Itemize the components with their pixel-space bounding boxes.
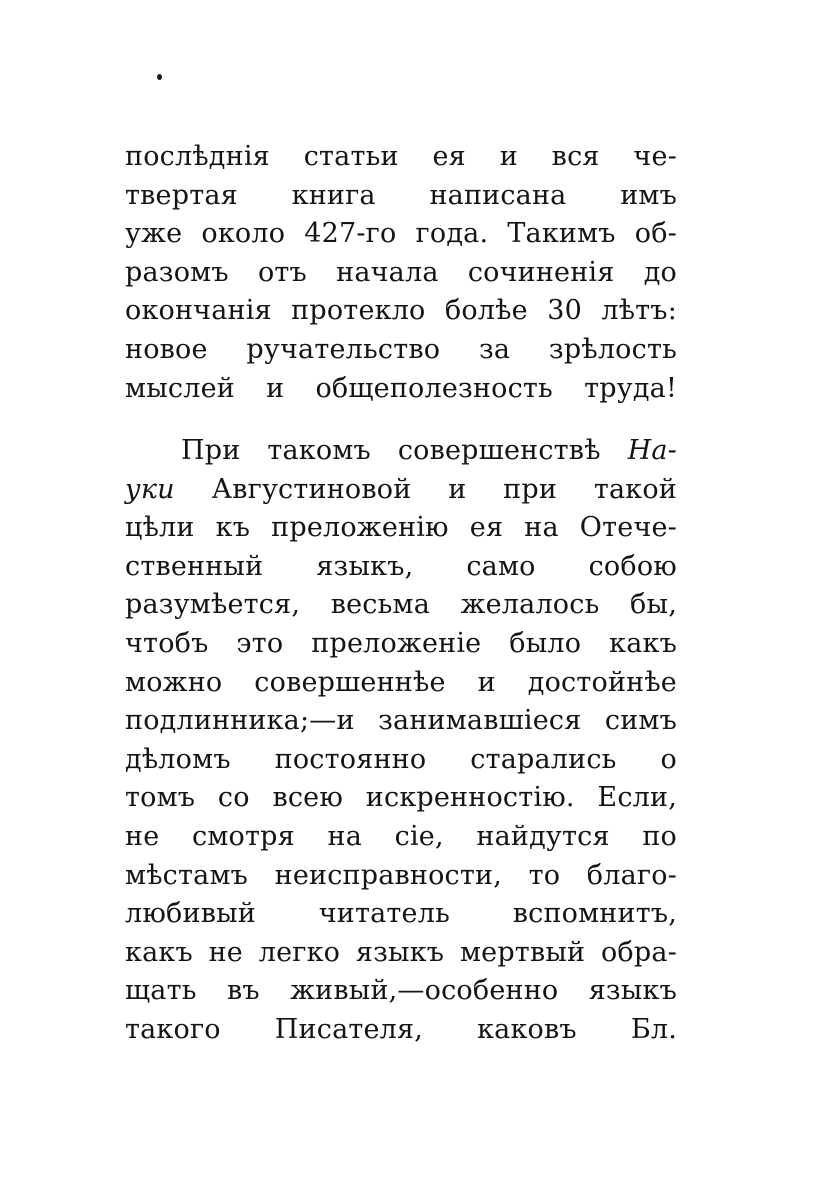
text-line: можно совершеннѣе и достойнѣе: [125, 666, 677, 698]
text-line: мыслей и общеполезность труда!: [125, 372, 677, 404]
text-line: не смотря на сіе, найдутся по: [125, 820, 677, 852]
paragraph-1: [125, 138, 677, 408]
text-run: При такомъ совершенствѣ: [181, 435, 628, 466]
text-line: новое ручательство за зрѣлость: [125, 333, 677, 365]
italic-title-fragment: уки: [125, 473, 175, 505]
text-line: подлинника;—и занимавшіеся симъ: [125, 705, 677, 737]
text-line: мѣстамъ неисправности, то благо-: [125, 859, 677, 891]
text-line: чтобъ это преложеніе было какъ: [125, 627, 677, 659]
text-line: твертая книга написана имъ: [125, 179, 677, 211]
text-line: любивый читатель вспомнитъ,: [125, 898, 677, 930]
ink-speck: [157, 74, 162, 80]
text-line: разумѣется, весьма желалось бы,: [125, 589, 677, 621]
text-line: цѣли къ преложенію ея на Отече-: [125, 512, 677, 544]
italic-title-fragment: На-: [627, 435, 677, 466]
text-line: такого Писателя, каковъ Бл.: [125, 1013, 677, 1045]
text-line: ственный языкъ, само собою: [125, 550, 677, 582]
text-line: щать въ живый,—особенно языкъ: [125, 975, 677, 1007]
text-line: томъ со всею искренностію. Если,: [125, 782, 677, 814]
text-line: дѣломъ постоянно старались о: [125, 743, 677, 775]
paragraph-2: [125, 432, 677, 1050]
text-line: какъ не легко языкъ мертвый обра-: [125, 936, 677, 968]
text-line: [125, 471, 677, 510]
text-line: уже около 427-го года. Такимъ об-: [125, 218, 677, 250]
text-line: разомъ отъ начала сочиненія до: [125, 256, 677, 288]
text-line: [125, 432, 677, 471]
text-line: послѣднія статьи ея и вся че-: [125, 141, 677, 172]
text-line: окончанія протекло болѣе 30 лѣтъ:: [125, 295, 677, 327]
text-run: Августиновой и при такой: [174, 473, 677, 505]
